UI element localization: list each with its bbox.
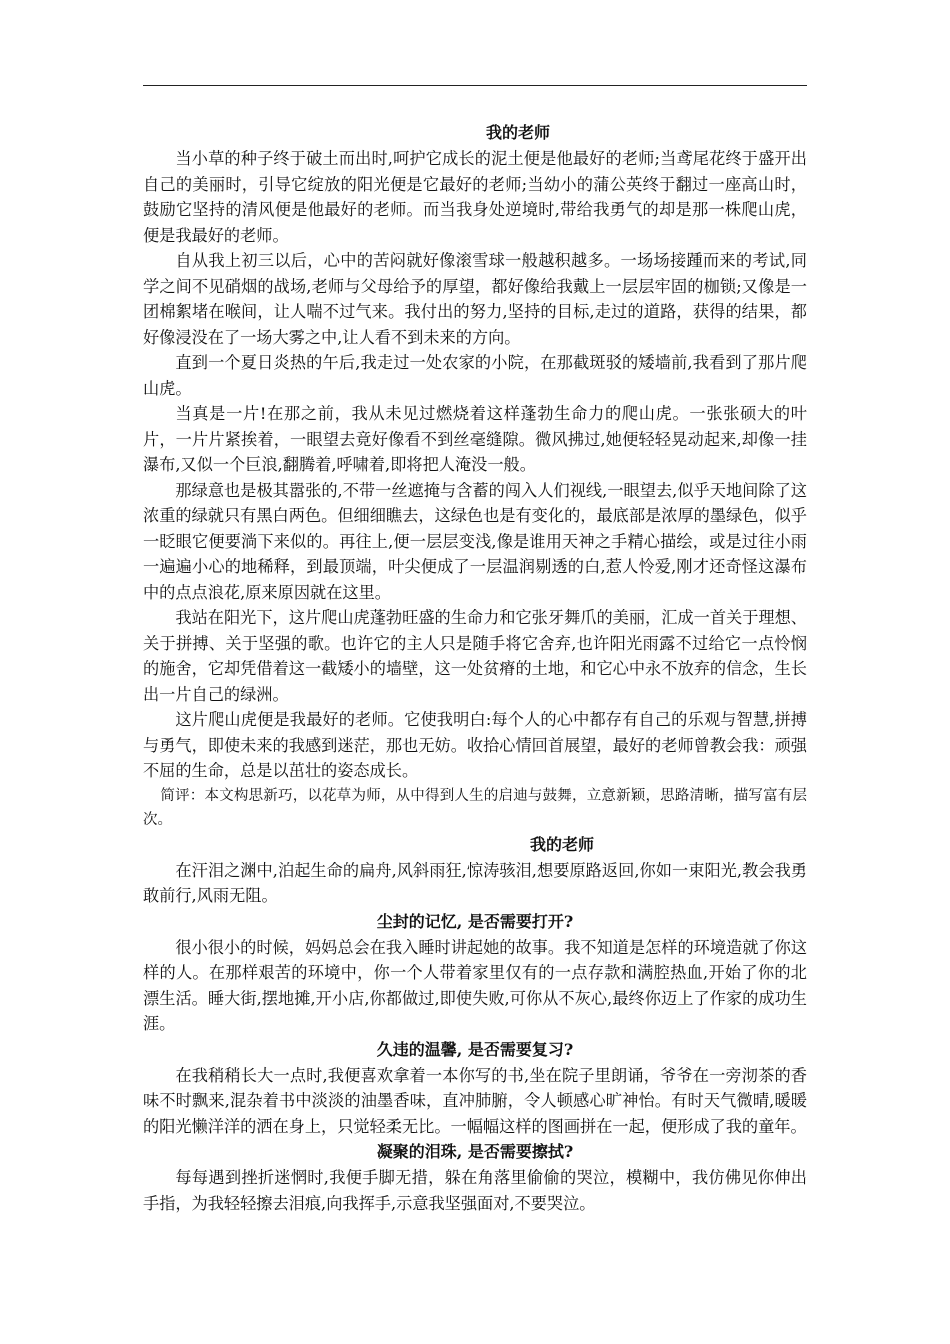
section-heading: 尘封的记忆, 是否需要打开? — [376, 911, 574, 931]
paragraph: 直到一个夏日炎热的午后,我走过一处农家的小院，在那截斑驳的矮墙前,我看到了那片爬山虎。 — [143, 353, 807, 398]
paragraph: 那绿意也是极其嚣张的,不带一丝遮掩与含蓄的闯入人们视线,一眼望去,似乎天地间除了这浓重的绿就只有黑白两色。但细细瞧去，这绿色也是有变化的，最底部是浓厚的墨绿色，似乎一眨眼它便要淌下来似的。再往上,便一层层变浅,像是谁用天神之手精心描绘，或是过往小雨一遍遍小心的地稀释，到最顶端，叶尖便成了一层温润剔透的白,惹人怜爱,刚才还奇怪这瀑布中的点点浪花,原来原因就在这里。 — [143, 480, 807, 602]
paragraph: 很小很小的时候，妈妈总会在我入睡时讲起她的故事。我不知道是怎样的环境造就了你这样的人。在那样艰苦的环境中，你一个人带着家里仅有的一点存款和满腔热血,开始了你的北漂生活。睡大街,摆地摊,开小店,你都做过,即使失败,可你从不灰心,最终你迈上了作家的成功生涯。 — [143, 937, 807, 1033]
essay-title-2: 我的老师 — [530, 834, 595, 854]
paragraph: 在我稍稍长大一点时,我便喜欢拿着一本你写的书,坐在院子里朗诵，爷爷在一旁沏茶的香味不时飘来,混杂着书中淡淡的油墨香味，直冲肺腑，令人顿感心旷神怡。有时天气微晴,暖暖的阳光懒洋洋的洒在身上，只觉轻柔无比。一幅幅这样的图画拼在一起，便形成了我的童年。 — [143, 1065, 807, 1136]
paragraph: 当小草的种子终于破土而出时,呵护它成长的泥土便是他最好的老师;当鸢尾花终于盛开出自己的美丽时，引导它绽放的阳光便是它最好的老师;当幼小的蒲公英终于翻过一座高山时，鼓励它坚持的清风便是他最好的老师。而当我身处逆境时,带给我勇气的却是那一株爬山虎，便是我最好的老师。 — [143, 149, 807, 245]
essay-title-1: 我的老师 — [486, 123, 551, 142]
section-heading: 久违的温馨, 是否需要复习? — [376, 1039, 574, 1059]
paragraph: 在汗泪之渊中,泊起生命的扁舟,风斜雨狂,惊涛骇泪,想要原路返回,你如一束阳光,教会我勇敢前行,风雨无阻。 — [143, 860, 807, 905]
document-body — [143, 120, 807, 1216]
paragraph: 当真是一片!在那之前，我从未见过燃烧着这样蓬勃生命力的爬山虎。一张张硕大的叶片，一片片紧挨着，一眼望去竟好像看不到丝毫缝隙。微风拂过,她便轻轻晃动起来,却像一挂瀑布,又似一个巨浪,翻腾着,呼啸着,即将把人淹没一般。 — [143, 404, 807, 474]
comment: 简评：本文构思新巧，以花草为师，从中得到人生的启迪与鼓舞，立意新颖，思路清晰，描写富有层次。 — [143, 787, 807, 828]
paragraph: 每每遇到挫折迷惘时,我便手脚无措，躲在角落里偷偷的哭泣，模糊中，我仿佛见你伸出手指，为我轻轻擦去泪痕,向我挥手,示意我坚强面对,不要哭泣。 — [143, 1168, 807, 1213]
section-heading: 凝聚的泪珠, 是否需要擦拭? — [376, 1142, 574, 1161]
paragraph: 这片爬山虎便是我最好的老师。它使我明白:每个人的心中都存有自己的乐观与智慧,拼搏与勇气，即使未来的我感到迷茫，那也无妨。收拾心情回首展望，最好的老师曾教会我：顽强不屈的生命，总是以茁壮的姿态成长。 — [143, 710, 807, 780]
paragraph: 自从我上初三以后，心中的苦闷就好像滚雪球一般越积越多。一场场接踵而来的考试,同学之间不见硝烟的战场,老师与父母给予的厚望，都好像给我戴上一层层牢固的枷锁;又像是一团棉絮堵在喉间，让人喘不过气来。我付出的努力,坚持的目标,走过的道路，获得的结果，都好像浸没在了一场大雾之中,让人看不到未来的方向。 — [143, 251, 807, 347]
header-rule — [143, 85, 807, 86]
paragraph: 我站在阳光下，这片爬山虎蓬勃旺盛的生命力和它张牙舞爪的美丽，汇成一首关于理想、关于拼搏、关于坚强的歌。也许它的主人只是随手将它舍弃,也许阳光雨露不过给它一点怜悯的施舍，它却凭借着这一截矮小的墙壁，这一处贫瘠的土地，和它心中永不放弃的信念，生长出一片自己的绿洲。 — [143, 608, 807, 704]
